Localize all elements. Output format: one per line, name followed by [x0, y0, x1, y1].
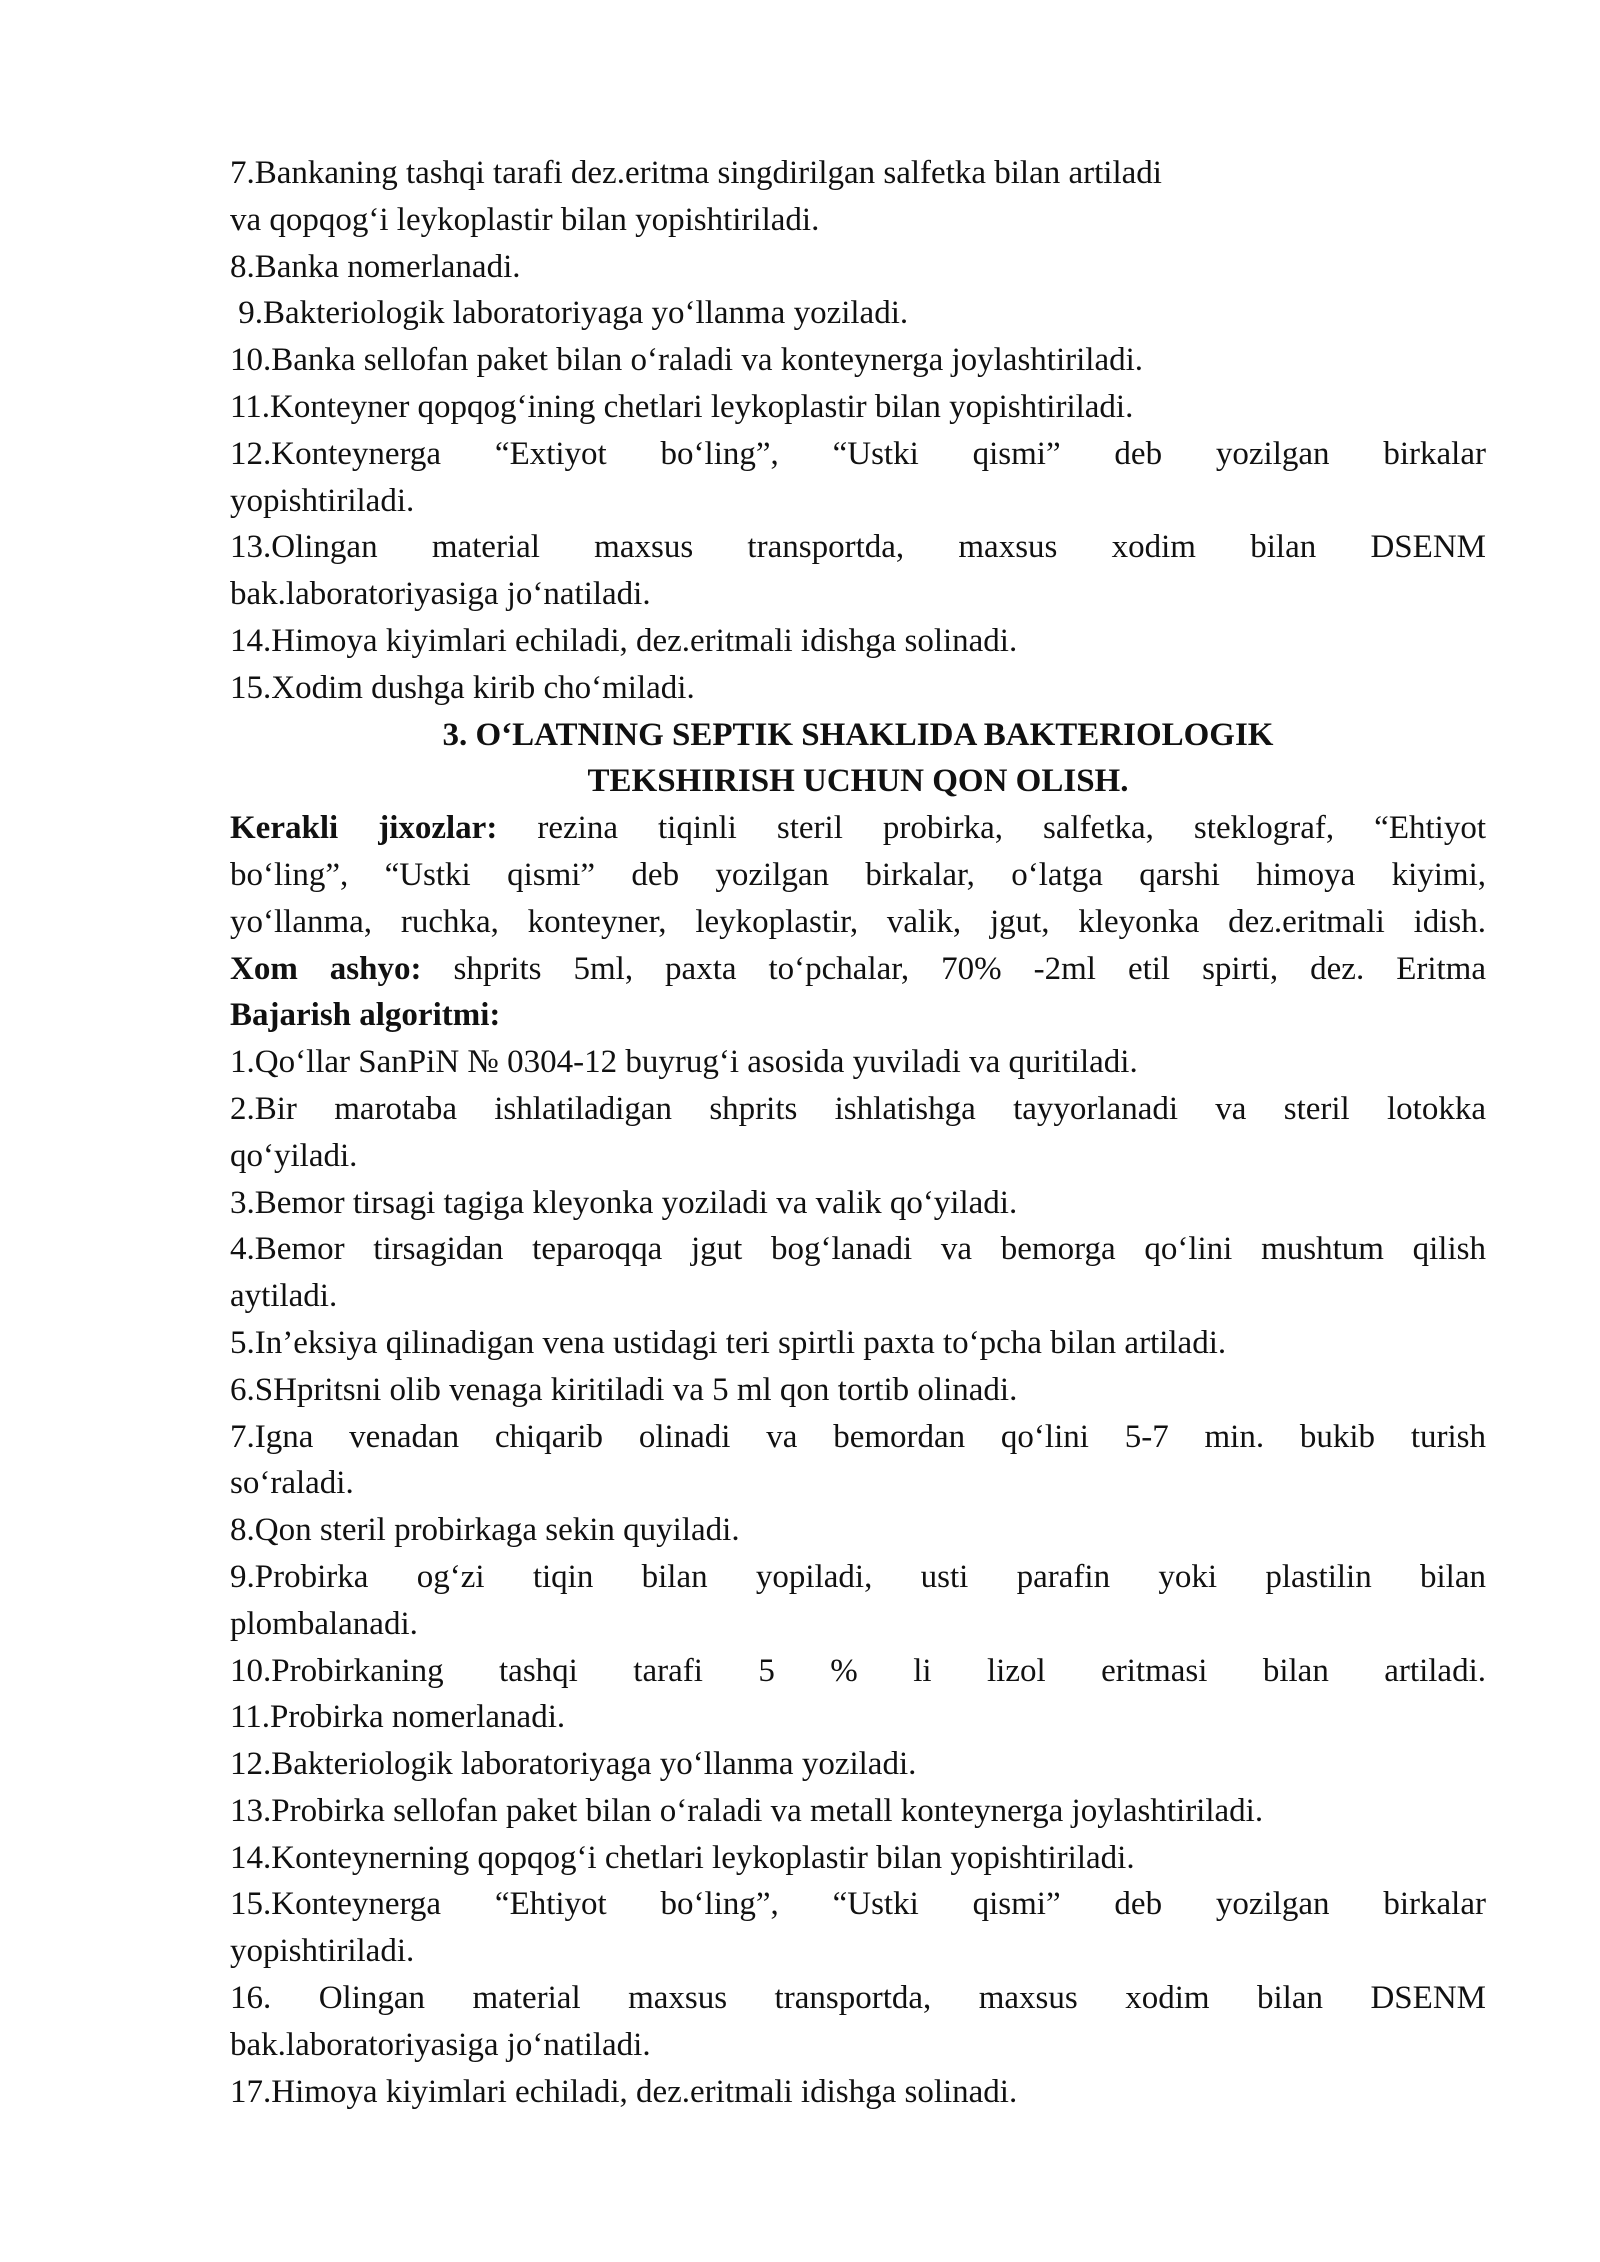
algorithm-steps: [230, 1039, 1486, 2115]
text-line: yopishtiriladi.: [230, 482, 415, 519]
raw-material-line: [230, 946, 1486, 993]
algorithm-step-line: 11.Probirka nomerlanadi.: [230, 1699, 566, 1736]
algorithm-step-line: 14.Konteynerning qopqog‘i chetlari leykoplastir bilan yopishtiriladi.: [230, 1839, 1135, 1876]
text-line: bak.laboratoriyasiga jo‘natiladi.: [230, 576, 651, 613]
text-line: 7.Bankaning tashqi tarafi dez.eritma singdirilgan salfetka bilan artiladi: [230, 155, 1162, 191]
algorithm-step-line: so‘raladi.: [230, 1465, 354, 1502]
equipment-line-2: bo‘ling”, “Ustki qismi” deb yozilgan birkalar, o‘latga qarshi himoya kiyimi,: [230, 856, 1486, 893]
text-line: 14.Himoya kiyimlari echiladi, dez.eritmali idishga solinadi.: [230, 622, 1018, 659]
text-line: 12.Konteynerga “Extiyot bo‘ling”, “Ustki qismi” deb yozilgan birkalar: [230, 435, 1486, 472]
algorithm-heading: Bajarish algoritmi:: [230, 997, 501, 1034]
algorithm-step-line: 17.Himoya kiyimlari echiladi, dez.eritmali idishga solinadi.: [230, 2073, 1018, 2110]
algorithm-step-line: 10.Probirkaning tashqi tarafi 5 % li lizol eritmasi bilan artiladi.: [230, 1652, 1486, 1689]
text-line: 11.Konteyner qopqog‘ining chetlari leykoplastir bilan yopishtiriladi.: [230, 388, 1134, 425]
algorithm-step-line: 1.Qo‘llar SanPiN № 0304-12 buyrug‘i asosida yuviladi va quritiladi.: [230, 1044, 1138, 1081]
algorithm-step-line: 6.SHpritsni olib venaga kiritiladi va 5 ml qon tortib olinadi.: [230, 1371, 1018, 1408]
procedure-continued: [230, 150, 1486, 712]
algorithm-step-line: 3.Bemor tirsagi tagiga kleyonka yoziladi va valik qo‘yiladi.: [230, 1184, 1018, 1221]
text-line: 10.Banka sellofan paket bilan o‘raladi va konteynerga joylashtiriladi.: [230, 342, 1144, 379]
algorithm-step-line: 7.Igna venadan chiqarib olinadi va bemordan qo‘lini 5-7 min. bukib turish: [230, 1418, 1486, 1455]
equipment-line-3: yo‘llanma, ruchka, konteyner, leykoplastir, valik, jgut, kleyonka dez.eritmali idish.: [230, 903, 1486, 940]
algorithm-step-line: bak.laboratoriyasiga jo‘natiladi.: [230, 2026, 651, 2063]
section-title-line-1: 3. O‘LATNING SEPTIK SHAKLIDA BAKTERIOLOGIK: [442, 716, 1274, 753]
text-line: 8.Banka nomerlanadi.: [230, 248, 521, 285]
document-page: [230, 150, 1486, 2115]
algorithm-step-line: 2.Bir marotaba ishlatiladigan shprits ishlatishga tayyorlanadi va steril lotokka: [230, 1090, 1486, 1127]
text-line: 9.Bakteriologik laboratoriyaga yo‘llanma yoziladi.: [230, 295, 909, 332]
algorithm-step-line: yopishtiriladi.: [230, 1933, 415, 1970]
algorithm-step-line: aytiladi.: [230, 1278, 338, 1315]
algorithm-step-line: 5.In’eksiya qilinadigan vena ustidagi teri spirtli paxta to‘pcha bilan artiladi.: [230, 1324, 1227, 1361]
algorithm-step-line: qo‘yiladi.: [230, 1137, 358, 1174]
equipment-line-1: [230, 805, 1486, 852]
text-line: va qopqog‘i leykoplastir bilan yopishtiriladi.: [230, 201, 820, 238]
raw-material-label: Xom ashyo:: [230, 950, 422, 987]
algorithm-step-line: 9.Probirka og‘zi tiqin bilan yopiladi, usti parafin yoki plastilin bilan: [230, 1558, 1486, 1595]
equipment-label: Kerakli jixozlar:: [230, 810, 498, 847]
text-line: 15.Xodim dushga kirib cho‘miladi.: [230, 669, 695, 706]
section-title-line-2: TEKSHIRISH UCHUN QON OLISH.: [587, 763, 1129, 800]
algorithm-step-line: 4.Bemor tirsagidan teparoqqa jgut bog‘lanadi va bemorga qo‘lini mushtum qilish: [230, 1231, 1486, 1268]
algorithm-step-line: 8.Qon steril probirkaga sekin quyiladi.: [230, 1512, 740, 1549]
algorithm-step-line: 12.Bakteriologik laboratoriyaga yo‘llanma yoziladi.: [230, 1746, 917, 1783]
raw-material-text: shprits 5ml, paxta to‘pchalar, 70% -2ml etil spirti, dez. Eritma: [421, 950, 1486, 987]
equipment-text-1: rezina tiqinli steril probirka, salfetka, steklograf, “Ehtiyot: [497, 810, 1486, 847]
algorithm-step-line: plombalanadi.: [230, 1605, 418, 1642]
algorithm-step-line: 13.Probirka sellofan paket bilan o‘raladi va metall konteynerga joylashtiriladi.: [230, 1792, 1264, 1829]
algorithm-step-line: 15.Konteynerga “Ehtiyot bo‘ling”, “Ustki qismi” deb yozilgan birkalar: [230, 1886, 1486, 1923]
text-line: 13.Olingan material maxsus transportda, maxsus xodim bilan DSENM: [230, 529, 1486, 566]
algorithm-step-line: 16. Olingan material maxsus transportda, maxsus xodim bilan DSENM: [230, 1980, 1486, 2017]
